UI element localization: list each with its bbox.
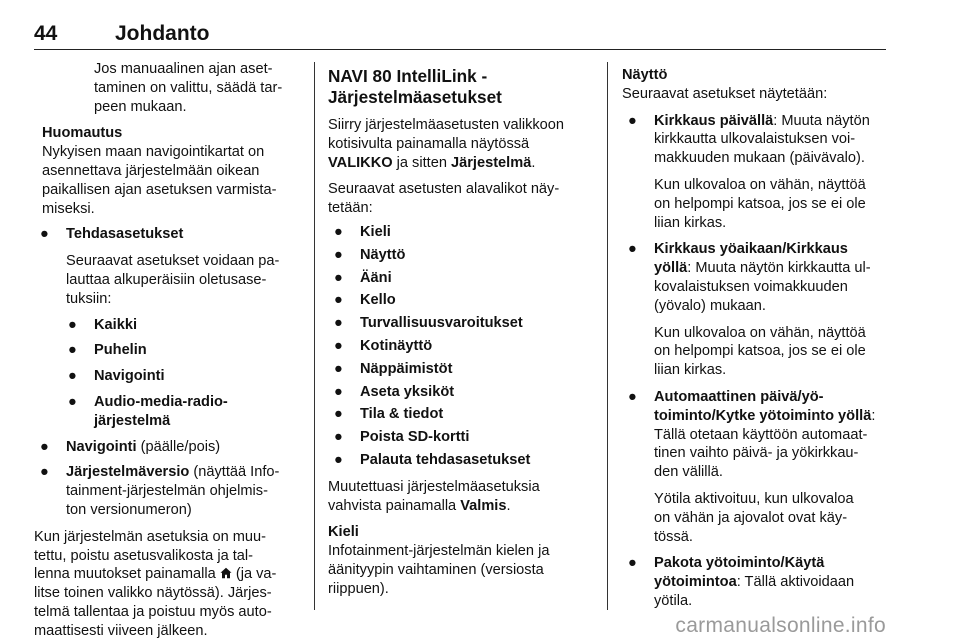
list-item: ● Ääni <box>334 269 392 286</box>
bullet-icon: ● <box>40 226 49 243</box>
list-item: ● Navigointi <box>68 368 165 385</box>
list-item-day-brightness: ● Kirkkaus päivällä: Muuta näytön kirkkautta ulkovalaistuksen voi- makkuuden mukaan (päivävalo). Kun ulkovaloa on vähän, näyttöä on helpompi katsoa, jos se ei ole liian kirkas. <box>628 112 870 231</box>
section-title: NAVI 80 IntelliLink - Järjestelmäasetukset <box>328 66 502 107</box>
bullet-icon: ● <box>628 555 637 572</box>
note-title: Huomautus <box>42 125 123 142</box>
subsection-title-naytto: Näyttö <box>622 67 668 83</box>
bullet-icon: ● <box>334 292 343 309</box>
closing-paragraph: Kun järjestelmän asetuksia on muu- tettu, poistu asetusvalikosta ja tal- lenna muutokset painamalla (ja va- litse toinen valikko näytössä). Järjes- telmä tallentaa ja poistuu myös auto- maattisesti viiveen jälkeen. <box>34 528 277 639</box>
bullet-icon: ● <box>628 241 637 258</box>
home-icon <box>220 567 232 579</box>
bullet-icon: ● <box>334 315 343 332</box>
header-rule <box>34 49 886 50</box>
list-item: ● Poista SD-kortti <box>334 429 470 446</box>
factory-text: Seuraavat asetukset voidaan pa- lauttaa alkuperäisiin oletusase- tuksiin: <box>66 253 280 307</box>
list-item: ● Näyttö <box>334 246 406 263</box>
list-item-force-night: ● Pakota yötoiminto/Käytä yötoimintoa: Tällä aktivoidaan yötila. <box>628 555 855 609</box>
list-item-auto-day-night: ● Automaattinen päivä/yö- toiminto/Kytke yötoiminto yöllä: Tällä otetaan käyttöön automaat- tinen vaihto päivä- ja yökirkkau- den välillä. Yötila aktivoituu, kun ulkovaloa on vähän ja ajovalot ovat käy- tössä. <box>628 388 876 545</box>
list-item: ● Audio-media-radio- järjestelmä <box>68 393 228 429</box>
bullet-icon: ● <box>68 342 77 359</box>
list-item: ● Kieli <box>334 223 391 240</box>
column-1 <box>34 60 300 641</box>
bullet-icon: ● <box>40 438 49 455</box>
list-item-night-brightness: ● Kirkkaus yöaikaan/Kirkkaus yöllä: Muuta näytön kirkkautta ul- kovalaistuksen voimakkuuden (yövalo) mukaan. Kun ulkovaloa on vähän, näyttöä on helpompi katsoa, jos se ei ole liian kirkas. <box>628 241 871 379</box>
watermark: carmanualsonline.info <box>675 614 886 637</box>
list-item: ● Palauta tehdasasetukset <box>334 451 531 468</box>
page-number: 44 <box>34 22 58 45</box>
continued-text: Jos manuaalinen ajan aset- taminen on valittu, säädä tar- peen mukaan. <box>94 61 283 115</box>
page-header <box>34 0 886 48</box>
subsection-title-kieli: Kieli <box>328 524 359 541</box>
kieli-text: Infotainment-järjestelmän kielen ja äänityypin vaihtaminen (versiosta riippuen). <box>328 543 550 597</box>
bullet-icon: ● <box>334 383 343 400</box>
list-item-navigation: ● Navigointi (päälle/pois) <box>40 438 221 455</box>
column-divider-1 <box>314 62 315 610</box>
bullet-icon: ● <box>334 406 343 423</box>
column-3 <box>622 60 888 611</box>
note-text: Nykyisen maan navigointikartat on asennettava järjestelmään oikean paikallisen ajan asetuksen varmista- miseksi. <box>42 144 277 217</box>
list-item: ● Tila & tiedot <box>334 406 444 423</box>
column-divider-2 <box>607 62 608 610</box>
intro-paragraph: Siirry järjestelmäasetusten valikkoon kotisivulta painamalla näytössä VALIKKO ja sitten Järjestelmä. <box>328 117 565 171</box>
bullet-icon: ● <box>334 223 343 240</box>
submenu-intro: Seuraavat asetusten alavalikot näy- tetään: <box>328 181 560 217</box>
list-item: ● Näppäimistöt <box>334 360 453 377</box>
bullet-icon: ● <box>334 451 343 468</box>
bullet-icon: ● <box>40 464 49 481</box>
bullet-icon: ● <box>68 316 77 333</box>
list-item-factory: ● Tehdasasetukset <box>40 226 184 243</box>
list-item: ● Aseta yksiköt <box>334 383 455 400</box>
list-item: ● Puhelin <box>68 342 147 359</box>
column-2 <box>328 60 592 599</box>
bullet-icon: ● <box>334 429 343 446</box>
bullet-icon: ● <box>68 368 77 385</box>
naytto-intro: Seuraavat asetukset näytetään: <box>622 85 828 102</box>
bullet-icon: ● <box>334 360 343 377</box>
bullet-icon: ● <box>334 246 343 263</box>
list-item-version: ● Järjestelmäversio (näyttää Info- tainment-järjestelmän ohjelmis- ton versionumeron) <box>40 464 280 518</box>
confirm-paragraph: Muutettuasi järjestelmäasetuksia vahvista painamalla Valmis. <box>328 478 540 514</box>
bullet-icon: ● <box>68 393 77 410</box>
bullet-icon: ● <box>628 112 637 129</box>
chapter-title: Johdanto <box>115 22 210 45</box>
list-item: ● Turvallisuusvaroitukset <box>334 315 523 332</box>
bullet-icon: ● <box>334 269 343 286</box>
list-item: ● Kaikki <box>68 316 137 333</box>
note-box <box>34 124 300 218</box>
list-item: ● Kello <box>334 292 396 309</box>
bullet-icon: ● <box>334 337 343 354</box>
list-item: ● Kotinäyttö <box>334 337 433 354</box>
bullet-icon: ● <box>628 388 637 405</box>
